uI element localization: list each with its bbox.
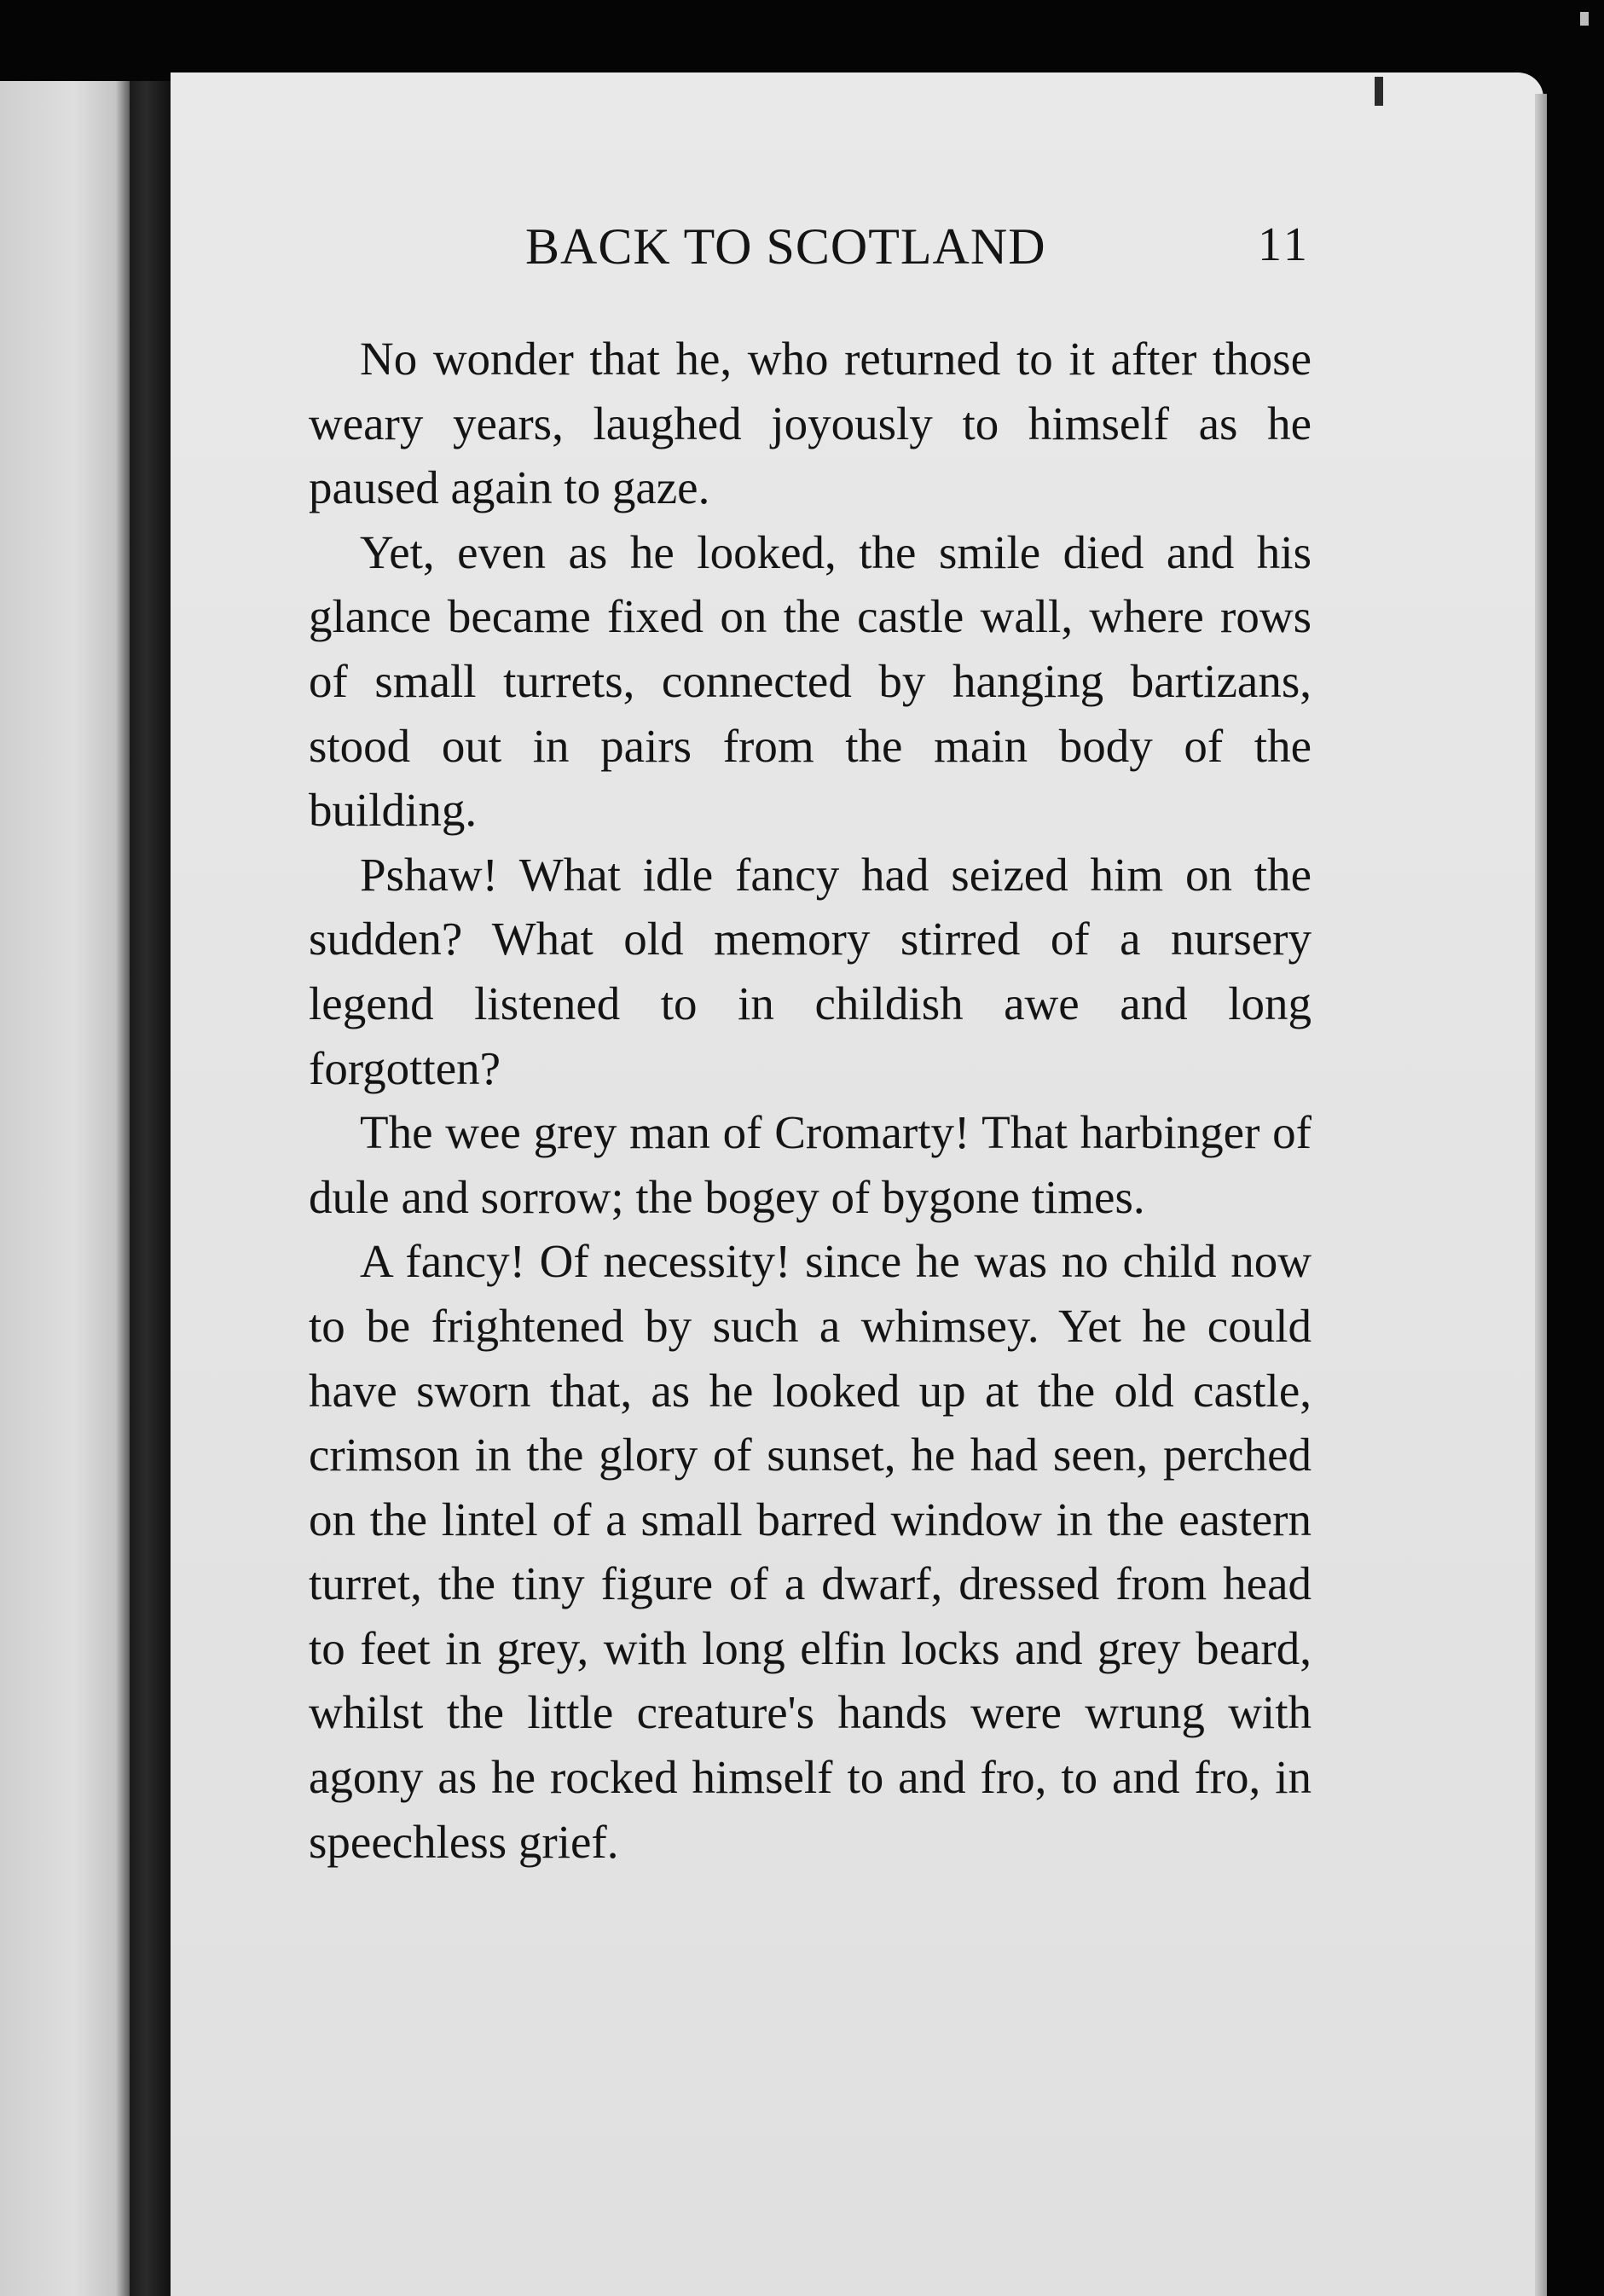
paragraph: The wee grey man of Cromarty! That harbinger of dule and sorrow; the bogey of bygone times.	[309, 1106, 1312, 1223]
paragraph: Pshaw! What idle fancy had seized him on the sudden? What old memory stirred of a nursery legend listened to in childish awe and long forgotten?	[309, 848, 1312, 1094]
scan-speck	[1580, 12, 1589, 26]
running-head: BACK TO SCOTLAND	[525, 218, 1046, 275]
scan-speck	[1375, 77, 1383, 106]
facing-page-edge	[0, 81, 136, 2296]
book-gutter	[130, 81, 171, 2296]
page-number: 11	[1258, 218, 1311, 271]
paragraph: Yet, even as he looked, the smile died and his glance became fixed on the castle wall, where rows of small turrets, connected by hanging bartizans, stood out in pairs from the main body of the building.	[309, 525, 1312, 837]
paragraph: No wonder that he, who returned to it after those weary years, laughed joyously to himself as he paused again to gaze.	[309, 333, 1312, 514]
paragraph: A fancy! Of necessity! since he was no child now to be frightened by such a whimsey. Yet he could have sworn that, as he looked up at the old castle, crimson in the glory of sunset, he had seen, perched on the lintel of a small barred window in the eastern turret, the tiny figure of a dwarf, dressed from head to feet in grey, with long elfin locks and grey beard, whilst the little creature's hands were wrung with agony as he rocked himself to and fro, to and fro, in speechless grief.	[309, 1235, 1312, 1868]
page-edge-shadow	[1535, 94, 1547, 2296]
body-text	[309, 327, 1312, 1874]
page-header	[171, 217, 1543, 286]
